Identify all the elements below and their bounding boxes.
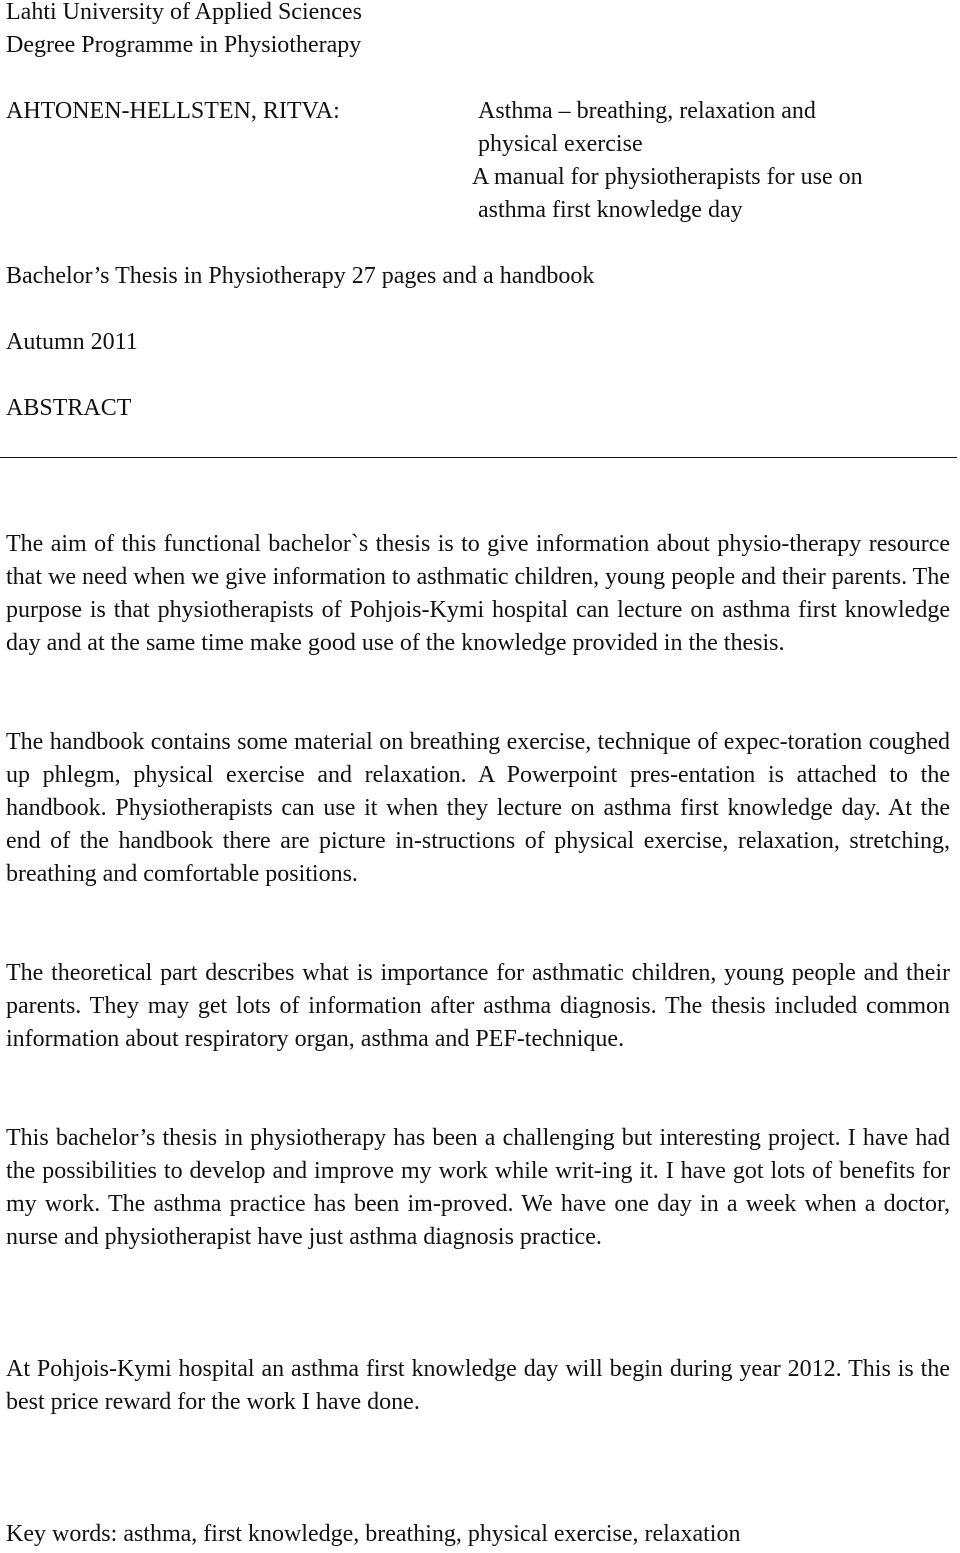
abstract-paragraph: At Pohjois-Kymi hospital an asthma first knowledge day will begin during year 2012. This is the best price reward for the work I have done. — [6, 1356, 950, 1415]
title-line: A manual for physiotherapists for use on — [472, 164, 863, 190]
thesis-title — [472, 95, 952, 227]
title-line: Asthma – breathing, relaxation and — [478, 98, 816, 124]
institution-name: Lahti University of Applied Sciences — [6, 0, 362, 25]
title-line: physical exercise — [478, 131, 643, 157]
abstract-paragraph: The aim of this functional bachelor`s thesis is to give information about physio-therapy resource that we need when we give information to asthmatic children, young people and their parents. The purpose is that physiotherapists of Pohjois-Kymi hospital can lecture on asthma first knowledge day and at the same time make good use of the knowledge provided in the thesis. — [6, 531, 950, 656]
section-label: ABSTRACT — [6, 395, 132, 421]
abstract-paragraph: The theoretical part describes what is importance for asthmatic children, young people and their parents. They may get lots of information after asthma diagnosis. The thesis included common information about respiratory organ, asthma and PEF-technique. — [6, 960, 950, 1052]
term: Autumn 2011 — [6, 329, 138, 355]
author-name: AHTONEN-HELLSTEN, RITVA: — [6, 98, 340, 124]
degree-programme: Degree Programme in Physiotherapy — [6, 32, 362, 58]
header-divider — [0, 457, 957, 458]
title-line: asthma first knowledge day — [478, 197, 743, 223]
abstract-paragraph: This bachelor’s thesis in physiotherapy has been a challenging but interesting project. I have had the possibilities to develop and improve my work while writ-ing it. I have got lots of benefits for my work. The asthma practice has been im-proved. We have one day in a week when a doctor, nurse and physiotherapist have just asthma diagnosis practice. — [6, 1125, 950, 1250]
thesis-info: Bachelor’s Thesis in Physiotherapy 27 pages and a handbook — [6, 263, 595, 289]
keywords: Key words: asthma, first knowledge, breathing, physical exercise, relaxation — [6, 1521, 741, 1547]
abstract-paragraph: The handbook contains some material on breathing exercise, technique of expec-toration coughed up phlegm, physical exercise and relaxation. A Powerpoint pres-entation is attached to the handbook. Physiotherapists can use it when they lecture on asthma first knowledge day. At the end of the handbook there are picture in-structions of physical exercise, relaxation, stretching, breathing and comfortable positions. — [6, 729, 950, 887]
